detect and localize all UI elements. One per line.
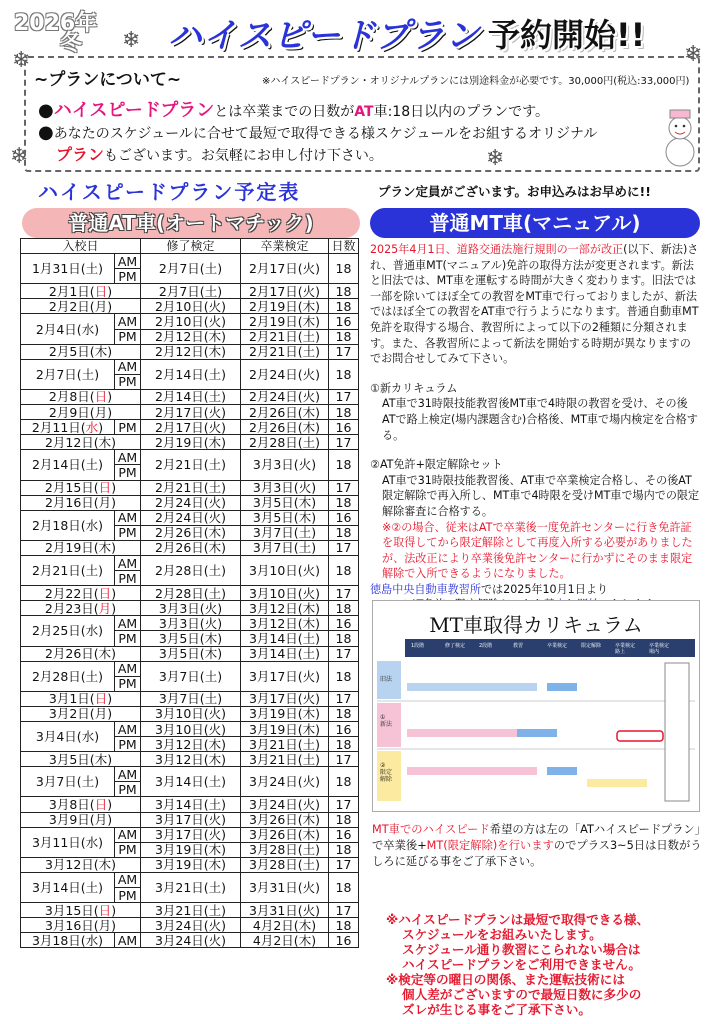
- table-cell: 3月21日(土): [141, 903, 241, 918]
- table-cell: 2月28日(土): [141, 555, 241, 585]
- table-cell: PM: [115, 420, 141, 435]
- table-cell: 4月2日(木): [241, 918, 329, 933]
- table-cell: 17: [329, 389, 359, 404]
- curriculum-col-label: 卒業検定: [615, 643, 636, 649]
- curriculum-col-label: 場内: [649, 649, 660, 655]
- table-cell: PM: [115, 374, 141, 389]
- table-cell: PM: [115, 888, 141, 903]
- enroll-date: 2月25日(水): [21, 616, 115, 646]
- table-cell: 3月26日(木): [241, 827, 329, 842]
- header-grad-exam: 卒業検定: [241, 239, 329, 254]
- about-line-1: ●ハイスピードプランとは卒業までの日数がAT車:18日以内のプランです。: [38, 100, 550, 121]
- table-cell: 2月12日(木): [141, 329, 241, 344]
- table-row: [21, 812, 359, 827]
- table-cell: 2月17日(火): [141, 405, 241, 420]
- enroll-date: 2月22日(日): [21, 586, 141, 601]
- table-cell: 4月2日(木): [241, 933, 329, 948]
- table-cell: 17: [329, 540, 359, 555]
- table-cell: 2月28日(土): [141, 586, 241, 601]
- mt-highspeed-note: MT車でのハイスピード希望の方は左の「ATハイスピードプラン」で卒業後+MT(限定解除)を行いますのでプラス3~5日は日数がうしろに延びる事をご了承下さい。: [372, 823, 702, 868]
- table-row: [21, 903, 359, 918]
- table-cell: 17: [329, 691, 359, 706]
- table-row: [21, 661, 359, 676]
- table-cell: AM: [115, 314, 141, 329]
- curriculum-col-label: 1段階: [411, 643, 425, 649]
- table-cell: 16: [329, 510, 359, 525]
- table-cell: 3月5日(木): [241, 495, 329, 510]
- table-cell: 18: [329, 450, 359, 480]
- table-row: [21, 299, 359, 314]
- table-row: [21, 752, 359, 767]
- curriculum-col-label: 2段階: [479, 643, 493, 649]
- table-cell: 3月19日(木): [141, 842, 241, 857]
- table-row: [21, 510, 359, 525]
- snowflake-icon: ❄: [122, 28, 141, 53]
- mt-car-banner: 普通MT車(マニュアル): [370, 208, 700, 238]
- table-cell: 3月12日(木): [141, 737, 241, 752]
- at-car-banner: 普通AT車(オートマチック): [22, 208, 360, 238]
- table-cell: 3月17日(火): [141, 812, 241, 827]
- table-cell: 3月7日(土): [141, 661, 241, 691]
- table-cell: 18: [329, 812, 359, 827]
- table-cell: 18: [329, 767, 359, 797]
- table-cell: PM: [115, 571, 141, 586]
- table-row: [21, 722, 359, 737]
- table-cell: 16: [329, 722, 359, 737]
- table-cell: 2月14日(土): [141, 359, 241, 389]
- table-cell: 3月21日(土): [241, 737, 329, 752]
- about-line-3: プランもございます。お気軽にお申し付け下さい。: [56, 145, 383, 164]
- table-cell: 3月17日(火): [241, 691, 329, 706]
- table-cell: 17: [329, 435, 359, 450]
- table-cell: 3月7日(土): [241, 540, 329, 555]
- enroll-date: 2月5日(木): [21, 344, 141, 359]
- table-cell: AM: [115, 661, 141, 676]
- table-row: [21, 420, 359, 435]
- table-cell: 3月10日(火): [241, 586, 329, 601]
- table-cell: AM: [115, 933, 141, 948]
- table-row: [21, 616, 359, 631]
- table-row: [21, 435, 359, 450]
- enroll-date: 2月9日(月): [21, 405, 141, 420]
- enroll-date: 3月5日(木): [21, 752, 141, 767]
- enroll-date: 3月11日(水): [21, 827, 115, 857]
- enroll-date: 3月2日(月): [21, 706, 141, 721]
- reservation-start-label: 予約開始!!: [488, 16, 646, 54]
- table-row: [21, 495, 359, 510]
- table-row: [21, 344, 359, 359]
- table-cell: 3月7日(土): [241, 525, 329, 540]
- table-cell: 3月3日(火): [241, 450, 329, 480]
- table-cell: 16: [329, 420, 359, 435]
- table-cell: PM: [115, 737, 141, 752]
- table-cell: 17: [329, 480, 359, 495]
- table-row: [21, 918, 359, 933]
- table-cell: 18: [329, 631, 359, 646]
- table-cell: 18: [329, 918, 359, 933]
- table-cell: AM: [115, 827, 141, 842]
- table-cell: 2月14日(土): [141, 389, 241, 404]
- enroll-date: 2月21日(土): [21, 555, 115, 585]
- table-cell: PM: [115, 269, 141, 284]
- table-cell: 3月24日(火): [141, 918, 241, 933]
- enroll-date: 2月8日(日): [21, 389, 141, 404]
- table-cell: 18: [329, 737, 359, 752]
- table-cell: 3月17日(火): [141, 827, 241, 842]
- table-cell: 2月17日(火): [241, 284, 329, 299]
- table-row: [21, 284, 359, 299]
- schedule-title: ハイスピードプラン予定表: [38, 180, 301, 204]
- table-row: [21, 254, 359, 269]
- table-cell: 2月10日(火): [141, 314, 241, 329]
- table-cell: PM: [115, 631, 141, 646]
- table-cell: 2月19日(木): [241, 299, 329, 314]
- table-cell: PM: [115, 842, 141, 857]
- page-title: ハイスピードプラン: [168, 16, 481, 56]
- curriculum-col-label: 修了検定: [445, 643, 466, 649]
- curriculum-row-label: 解除: [380, 776, 393, 783]
- table-cell: 3月31日(火): [241, 903, 329, 918]
- table-cell: 3月3日(火): [141, 601, 241, 616]
- enroll-date: 1月31日(土): [21, 254, 115, 284]
- table-cell: 3月14日(土): [141, 767, 241, 797]
- snowflake-icon: ❄: [684, 42, 703, 67]
- curriculum-col-label: 卒業検定: [547, 643, 568, 649]
- curriculum-title: MT車取得カリキュラム: [429, 613, 643, 637]
- snowman-icon: [660, 108, 700, 168]
- table-cell: 2月19日(木): [241, 314, 329, 329]
- table-cell: 2月26日(木): [241, 420, 329, 435]
- table-cell: 2月26日(木): [141, 525, 241, 540]
- table-row: [21, 646, 359, 661]
- table-cell: 3月12日(木): [241, 616, 329, 631]
- table-cell: 18: [329, 842, 359, 857]
- enroll-date: 2月4日(水): [21, 314, 115, 344]
- table-cell: 2月28日(土): [241, 435, 329, 450]
- table-cell: 17: [329, 646, 359, 661]
- curriculum-row-label: 新法: [380, 721, 393, 728]
- table-row: [21, 706, 359, 721]
- table-cell: 3月19日(木): [241, 706, 329, 721]
- table-cell: 3月21日(土): [141, 872, 241, 902]
- header-first-exam: 修了検定: [141, 239, 241, 254]
- enroll-date: 3月16日(月): [21, 918, 141, 933]
- table-cell: 2月24日(火): [241, 359, 329, 389]
- capacity-note: プラン定員がございます。お申込みはお早めに!!: [378, 184, 651, 199]
- enroll-date: 3月15日(日): [21, 903, 141, 918]
- table-cell: 3月10日(火): [141, 722, 241, 737]
- table-cell: 3月10日(火): [141, 706, 241, 721]
- table-row: [21, 601, 359, 616]
- table-cell: 2月19日(木): [141, 435, 241, 450]
- table-cell: 3月19日(木): [141, 857, 241, 872]
- enroll-date: 2月28日(土): [21, 661, 115, 691]
- table-cell: 18: [329, 525, 359, 540]
- curriculum-col-label: 限定解除: [581, 643, 602, 649]
- table-row: [21, 555, 359, 570]
- table-row: [21, 872, 359, 887]
- enroll-date: 3月18日(水): [21, 933, 115, 948]
- table-cell: 3月14日(土): [241, 631, 329, 646]
- table-cell: 2月24日(火): [241, 389, 329, 404]
- table-cell: 3月19日(木): [241, 722, 329, 737]
- enroll-date: 3月7日(土): [21, 767, 115, 797]
- table-cell: AM: [115, 510, 141, 525]
- table-cell: 2月21日(土): [141, 450, 241, 480]
- table-cell: 3月12日(木): [141, 752, 241, 767]
- table-cell: 18: [329, 299, 359, 314]
- table-cell: 2月17日(火): [141, 420, 241, 435]
- table-cell: 2月21日(土): [241, 329, 329, 344]
- table-row: [21, 767, 359, 782]
- table-cell: 3月17日(火): [241, 661, 329, 691]
- table-cell: 3月14日(土): [241, 646, 329, 661]
- table-cell: 2月17日(火): [241, 254, 329, 284]
- table-cell: PM: [115, 329, 141, 344]
- table-cell: AM: [115, 616, 141, 631]
- table-cell: 3月3日(火): [141, 616, 241, 631]
- table-cell: 18: [329, 706, 359, 721]
- table-cell: 18: [329, 284, 359, 299]
- curriculum-row-label: 旧法: [380, 676, 393, 683]
- mt-curriculum-diagram: [372, 600, 700, 812]
- schedule-table: [20, 238, 359, 948]
- table-cell: 2月24日(火): [141, 495, 241, 510]
- table-row: [21, 405, 359, 420]
- snowflake-icon: ❄: [486, 146, 505, 171]
- table-cell: 2月26日(木): [241, 405, 329, 420]
- table-cell: AM: [115, 872, 141, 887]
- table-cell: 3月24日(火): [241, 767, 329, 797]
- table-cell: 18: [329, 555, 359, 585]
- table-cell: 3月5日(木): [141, 646, 241, 661]
- table-cell: 3月14日(土): [141, 797, 241, 812]
- table-cell: 16: [329, 933, 359, 948]
- table-cell: 18: [329, 405, 359, 420]
- snowflake-icon: ❄: [12, 48, 31, 73]
- table-cell: PM: [115, 782, 141, 797]
- table-cell: PM: [115, 525, 141, 540]
- table-cell: AM: [115, 359, 141, 374]
- table-cell: 17: [329, 752, 359, 767]
- enroll-date: 2月7日(土): [21, 359, 115, 389]
- enroll-date: 2月12日(木): [21, 435, 141, 450]
- table-cell: 17: [329, 903, 359, 918]
- table-cell: 3月12日(木): [241, 601, 329, 616]
- table-cell: PM: [115, 465, 141, 480]
- header-enroll: 入校日: [21, 239, 141, 254]
- table-cell: 3月24日(火): [241, 797, 329, 812]
- table-cell: 18: [329, 872, 359, 902]
- table-cell: 2月7日(土): [141, 254, 241, 284]
- table-row: [21, 586, 359, 601]
- table-row: [21, 797, 359, 812]
- table-cell: 3月28日(土): [241, 842, 329, 857]
- table-cell: 3月3日(火): [241, 480, 329, 495]
- table-header-row: [21, 239, 359, 254]
- enroll-date: 3月8日(日): [21, 797, 141, 812]
- table-cell: 3月7日(土): [141, 691, 241, 706]
- enroll-date: 2月14日(土): [21, 450, 115, 480]
- table-cell: 3月10日(火): [241, 555, 329, 585]
- table-cell: 16: [329, 827, 359, 842]
- curriculum-row-label: ①: [380, 714, 386, 721]
- enroll-date: 3月12日(木): [21, 857, 141, 872]
- enroll-date: 3月4日(水): [21, 722, 115, 752]
- table-cell: 17: [329, 344, 359, 359]
- snowflake-icon: ❄: [10, 144, 29, 169]
- table-cell: 2月12日(木): [141, 344, 241, 359]
- table-cell: 3月5日(木): [241, 510, 329, 525]
- enroll-date: 2月19日(木): [21, 540, 141, 555]
- enroll-date: 2月26日(木): [21, 646, 141, 661]
- table-cell: AM: [115, 722, 141, 737]
- table-cell: 3月5日(木): [141, 631, 241, 646]
- table-cell: 18: [329, 601, 359, 616]
- about-heading: ~プランについて~: [34, 70, 182, 90]
- mt-explanation: 2025年4月1日、道路交通法施行規則の一部が改正(以下、新法)され、普通車MT(マニュアル)免許の取得方法が変更されます。新法と旧法では、MT車を運転する時間が大きく変わります。旧法では一部を除いてほぼ全ての教習をMT車で行っておりましたが、新法ではほぼ全ての教習をAT車で行うようになります。普通自動車MT免許を取得する場合、教習所によって以下の2種類に分類されます。また、各教習所によって新法を開始する時期が異なりますのでお問合せしてみて下さい。 ①新カリキュラム AT車で31時限技能教習後MT車で4時限の教習を受け、その後ATで路上検定(場内課題含む)合格後、MT車で場内検定を合格する。 ②AT免許+限定解除セット AT車で31時限技能教習後、AT車で卒業検定合格し、その後AT限定解除で再入所し、MT車で4時限を受けMT車で場内での限定解除審査に合格する。 ※②の場合、従来はATで卒業後一度免許センターに行き免許証を取得してから限定解除として再度入所する必要がありましたが、法改正により卒業後免許センターに行かずにそのまま限定解除で入所できるようになりました。 徳島中央自動車教習所では2025年10月1日より: [370, 243, 700, 596]
- table-row: [21, 540, 359, 555]
- curriculum-chart: [377, 639, 695, 807]
- table-cell: 17: [329, 586, 359, 601]
- table-cell: 18: [329, 359, 359, 389]
- table-row: [21, 691, 359, 706]
- enroll-date: 3月9日(月): [21, 812, 141, 827]
- table-cell: 18: [329, 329, 359, 344]
- highspeed-conditions-note: ※ハイスピードプランは最短で取得できる様、 スケジュールをお組みいたします。 スケジュール通り教習にこられない場合は ハイスピードプランをご利用できません。 ※検定等の曜日の関係、また運転技術には 個人差がございますので最短日数に多少の ズレが生じる事をご了承下さい。: [386, 912, 650, 1017]
- table-row: [21, 389, 359, 404]
- table-cell: 17: [329, 857, 359, 872]
- table-cell: 16: [329, 314, 359, 329]
- table-cell: 2月10日(火): [141, 299, 241, 314]
- table-cell: 2月24日(火): [141, 510, 241, 525]
- curriculum-col-label: 教習: [513, 643, 524, 649]
- enroll-date: 3月14日(土): [21, 872, 115, 902]
- table-cell: 18: [329, 495, 359, 510]
- table-cell: AM: [115, 450, 141, 465]
- table-cell: 18: [329, 254, 359, 284]
- table-cell: 3月26日(木): [241, 812, 329, 827]
- curriculum-col-label: 路上: [615, 649, 626, 655]
- price-note: ※ハイスピードプラン・オリジナルプランには別途料金が必要です。30,000円(税込:33,000円): [262, 76, 690, 87]
- enroll-date: 3月1日(日): [21, 691, 141, 706]
- table-cell: 3月21日(土): [241, 752, 329, 767]
- enroll-date: 2月2日(月): [21, 299, 141, 314]
- curriculum-col-label: 卒業検定: [649, 643, 670, 649]
- table-cell: 2月21日(土): [241, 344, 329, 359]
- header-days: 日数: [329, 239, 359, 254]
- table-cell: AM: [115, 555, 141, 570]
- table-cell: AM: [115, 254, 141, 269]
- enroll-date: 2月16日(月): [21, 495, 141, 510]
- table-cell: 3月31日(火): [241, 872, 329, 902]
- table-cell: PM: [115, 676, 141, 691]
- table-cell: 3月28日(土): [241, 857, 329, 872]
- table-cell: 2月7日(土): [141, 284, 241, 299]
- enroll-date: 2月23日(月): [21, 601, 141, 616]
- curriculum-row-label: 限定: [380, 769, 393, 776]
- table-cell: 17: [329, 797, 359, 812]
- enroll-date: 2月11日(水): [21, 420, 115, 435]
- table-cell: AM: [115, 767, 141, 782]
- table-row: [21, 450, 359, 465]
- table-row: [21, 933, 359, 948]
- table-row: [21, 857, 359, 872]
- table-row: [21, 827, 359, 842]
- table-row: [21, 359, 359, 374]
- table-cell: 16: [329, 616, 359, 631]
- year-label: 2026年: [14, 11, 98, 36]
- about-line-2: ●あなたのスケジュールに合せて最短で取得できる様スケジュールをお組するオリジナル: [38, 122, 598, 143]
- table-cell: 2月26日(木): [141, 540, 241, 555]
- season-label: 冬: [60, 31, 83, 56]
- enroll-date: 2月18日(水): [21, 510, 115, 540]
- enroll-date: 2月15日(日): [21, 480, 141, 495]
- table-row: [21, 314, 359, 329]
- enroll-date: 2月1日(日): [21, 284, 141, 299]
- table-row: [21, 480, 359, 495]
- table-cell: 3月24日(火): [141, 933, 241, 948]
- table-cell: 18: [329, 661, 359, 691]
- curriculum-row-label: ②: [380, 762, 386, 769]
- table-cell: 2月21日(土): [141, 480, 241, 495]
